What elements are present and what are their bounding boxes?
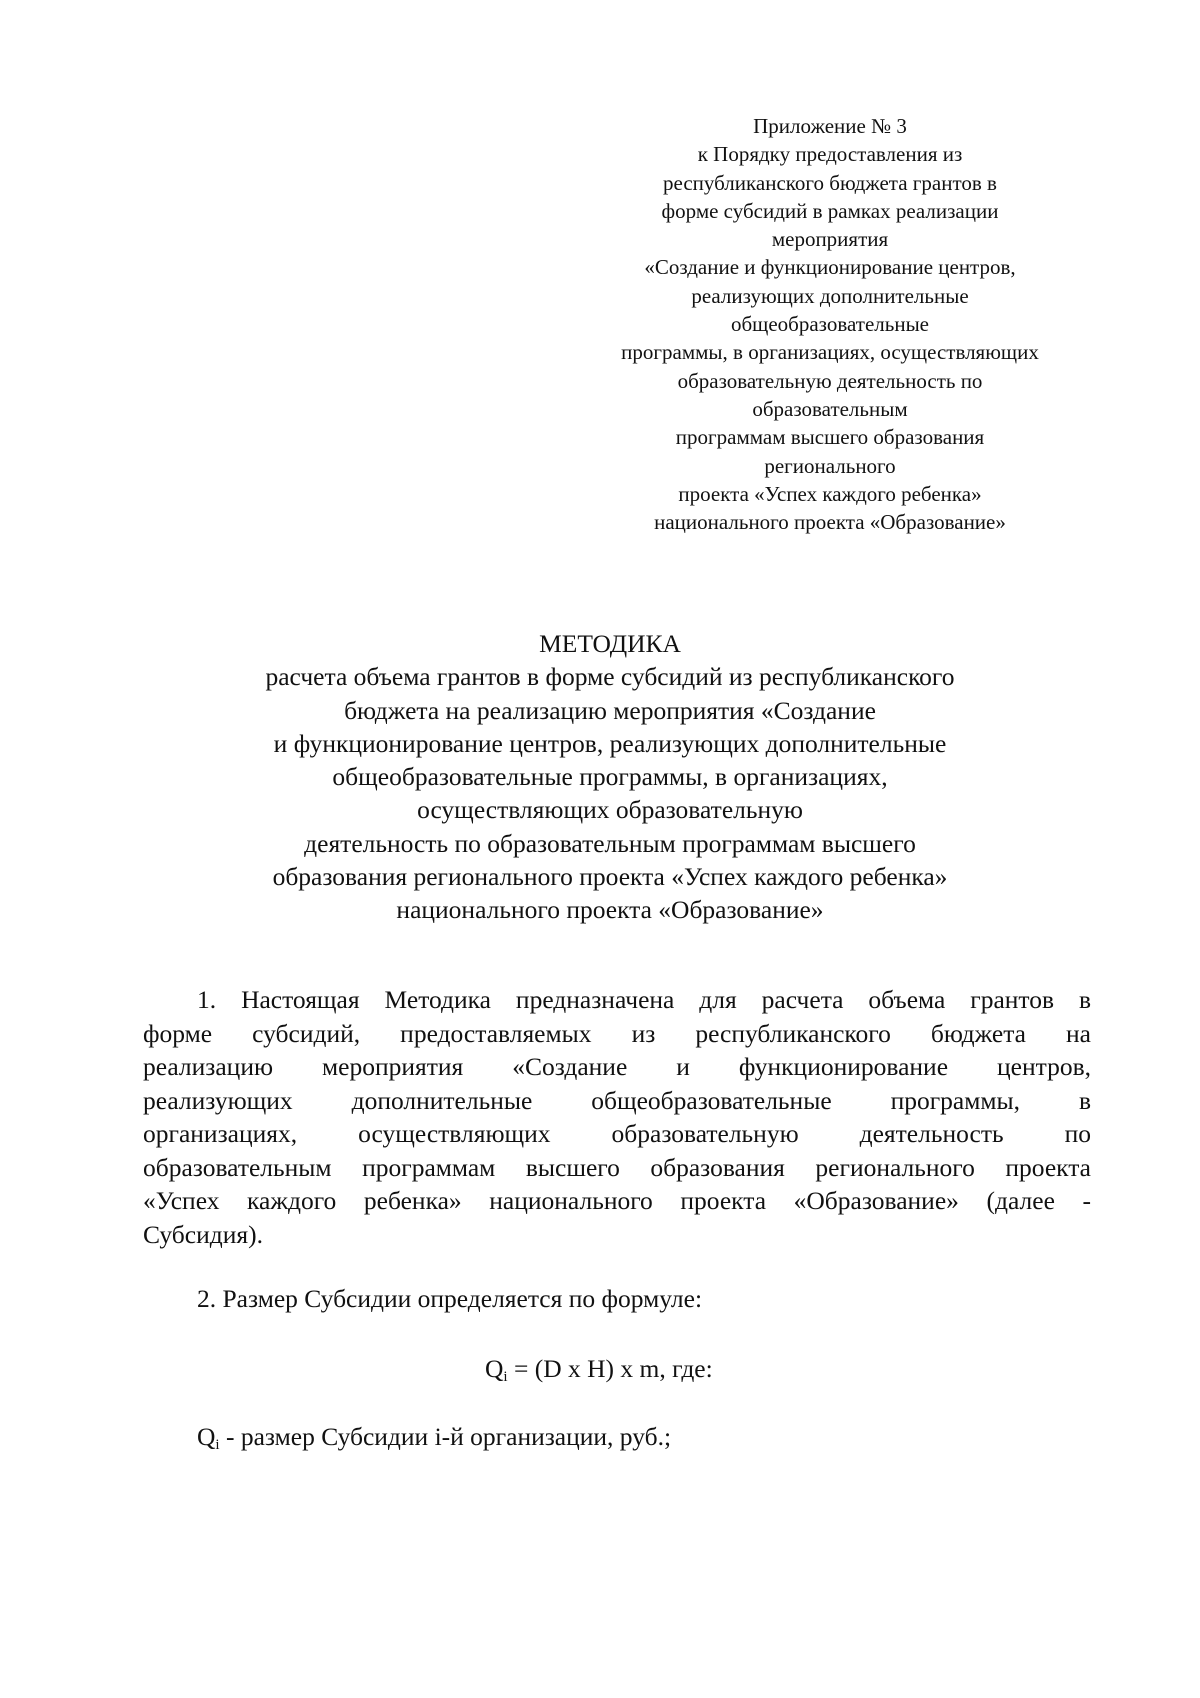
paragraph-1 xyxy=(143,983,1091,1251)
paragraph-line: реализацию мероприятия «Создание и функционирование центров, xyxy=(143,1052,1091,1081)
definition-text: - размер Субсидии i-й организации, руб.; xyxy=(219,1422,672,1451)
appendix-line: форме субсидий в рамках реализации xyxy=(661,198,999,223)
appendix-line: общеобразовательные xyxy=(731,312,929,337)
paragraph-2: 2. Размер Субсидии определяется по формуле: xyxy=(197,1284,703,1313)
formula-symbol: Q xyxy=(485,1354,504,1383)
appendix-line: к Порядку предоставления из xyxy=(697,142,963,167)
appendix-line: образовательную деятельность по xyxy=(677,368,983,393)
appendix-line: программы, в организациях, осуществляющих xyxy=(621,340,1039,365)
appendix-line: Приложение № 3 xyxy=(753,114,907,138)
formula-expression: = (D x H) x m, где: xyxy=(507,1354,713,1383)
definition-q xyxy=(197,1420,671,1463)
paragraph-line: организациях, осуществляющих образовательную деятельность по xyxy=(143,1119,1091,1148)
appendix-line: образовательным xyxy=(752,396,908,421)
appendix-line: национального проекта «Образование» xyxy=(654,510,1006,535)
paragraph-line: 1. Настоящая Методика предназначена для расчета объема грантов в xyxy=(197,985,1091,1014)
title-line: и функционирование центров, реализующих дополнительные xyxy=(273,728,947,758)
paragraph-line: реализующих дополнительные общеобразовательные программы, в xyxy=(143,1085,1091,1115)
paragraph-line: Субсидия). xyxy=(143,1219,263,1249)
paragraph-line: форме субсидий, предоставляемых из республиканского бюджета на xyxy=(143,1018,1091,1048)
title-line: общеобразовательные программы, в организациях, xyxy=(332,762,888,792)
title-line: образования регионального проекта «Успех каждого ребенка» xyxy=(272,862,948,892)
definition-symbol: Q xyxy=(197,1422,216,1451)
formula-subscript: i xyxy=(503,1369,508,1385)
appendix-line: проекта «Успех каждого ребенка» xyxy=(678,481,982,506)
appendix-line: реализующих дополнительные xyxy=(691,283,969,308)
formula xyxy=(485,1352,713,1395)
title-line: бюджета на реализацию мероприятия «Создание xyxy=(344,695,876,725)
title-line: деятельность по образовательным программам высшего xyxy=(304,828,916,858)
title-line: расчета объема грантов в форме субсидий из республиканского xyxy=(265,662,955,692)
title-line: осуществляющих образовательную xyxy=(417,795,803,825)
definition-subscript: i xyxy=(215,1437,220,1453)
appendix-line: мероприятия xyxy=(771,227,889,252)
appendix-header xyxy=(560,112,1100,536)
title-line: национального проекта «Образование» xyxy=(396,895,824,925)
appendix-line: программам высшего образования xyxy=(675,425,985,450)
document-title xyxy=(140,627,1080,927)
appendix-line: регионального xyxy=(764,453,896,478)
title-heading: МЕТОДИКА xyxy=(539,629,681,658)
appendix-line: республиканского бюджета грантов в xyxy=(663,170,997,195)
appendix-line: «Создание и функционирование центров, xyxy=(644,255,1016,280)
paragraph-line: «Успех каждого ребенка» национального проекта «Образование» (далее - xyxy=(143,1186,1091,1215)
paragraph-line: образовательным программам высшего образования регионального проекта xyxy=(143,1152,1091,1182)
